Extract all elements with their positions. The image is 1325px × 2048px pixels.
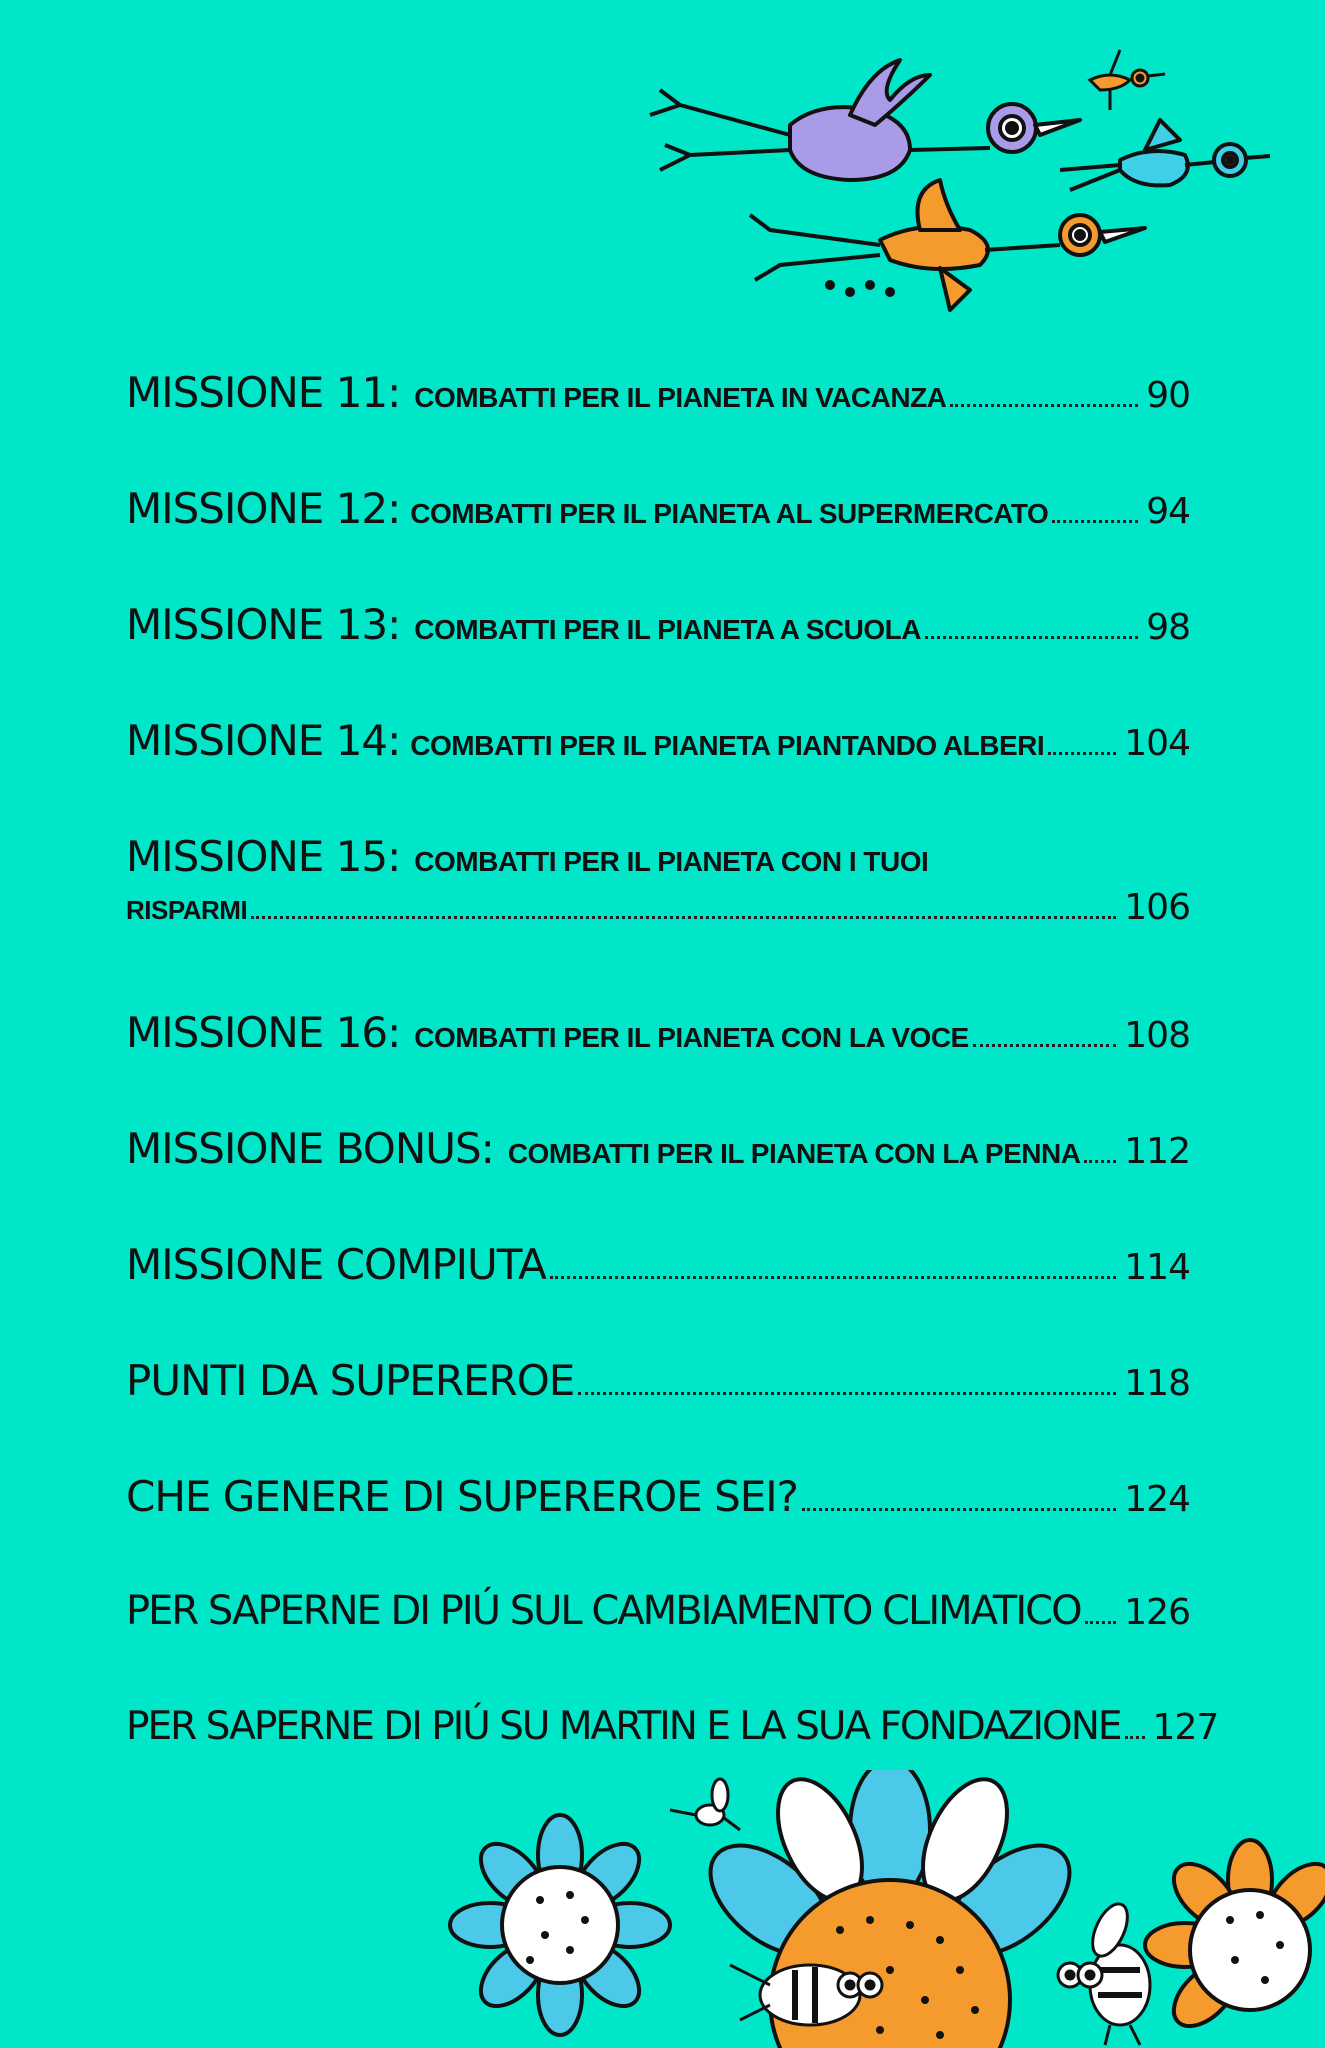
- toc-entry-che-genere[interactable]: [126, 1472, 1190, 1521]
- toc-entry-punti-da-supereroe[interactable]: [126, 1356, 1190, 1405]
- leader-dots: [802, 1508, 1116, 1511]
- toc-entry-subtitle: COMBATTI PER IL PIANETA IN VACANZA: [414, 382, 947, 413]
- toc-page-number: 98: [1146, 607, 1190, 648]
- toc-entry-missione-14[interactable]: [126, 716, 1190, 765]
- toc-entry-label: CHE GENERE DI SUPEREROE SEI?: [126, 1472, 798, 1521]
- leader-dots: [550, 1276, 1116, 1279]
- toc-page-number: 118: [1124, 1363, 1190, 1404]
- toc-entry-label: MISSIONE COMPIUTA: [126, 1240, 546, 1289]
- toc-entry-label: PUNTI DA SUPEREROE: [126, 1356, 575, 1405]
- toc-entry-label: PER SAPERNE DI PIÚ SUL CAMBIAMENTO CLIMATICO: [126, 1588, 1081, 1634]
- toc-entry-subtitle: COMBATTI PER IL PIANETA CON LA PENNA: [507, 1138, 1081, 1169]
- toc-entry-subtitle: COMBATTI PER IL PIANETA AL SUPERMERCATO: [410, 498, 1049, 529]
- leader-dots: [1125, 1736, 1145, 1739]
- leader-dots: [950, 404, 1138, 407]
- toc-entry-subtitle: COMBATTI PER IL PIANETA CON I TUOI: [414, 846, 929, 877]
- toc-page-number: 106: [1124, 887, 1190, 928]
- toc-entry-subtitle-continued: RISPARMI: [126, 895, 248, 925]
- bee-icon: [1058, 1899, 1150, 2045]
- toc-page-number: 90: [1146, 375, 1190, 416]
- toc-entry-label: PER SAPERNE DI PIÚ SU MARTIN E LA SUA FONDAZIONE: [126, 1704, 1121, 1749]
- toc-entry-cambiamento-climatico[interactable]: [126, 1588, 1190, 1634]
- small-flower-icon: [450, 1815, 670, 2035]
- toc-entry-missione-13[interactable]: [126, 600, 1190, 649]
- toc-page-number: 127: [1152, 1707, 1219, 1748]
- leader-dots: [251, 916, 1116, 919]
- toc-entry-missione-compiuta[interactable]: [126, 1240, 1190, 1289]
- cyan-bird-icon: [1060, 120, 1270, 190]
- right-flower-icon: [1145, 1840, 1325, 2037]
- purple-bird-icon: [650, 60, 1080, 180]
- toc-entry-missione-11[interactable]: [126, 368, 1190, 417]
- toc-entry-missione-15[interactable]: [126, 832, 1190, 928]
- toc-entry-label: MISSIONE 16:: [126, 1008, 401, 1057]
- toc-entry-label: MISSIONE 14:: [126, 716, 401, 765]
- leader-dots: [1048, 752, 1116, 755]
- toc-page-number: 94: [1146, 491, 1190, 532]
- toc-page-number: 104: [1124, 723, 1190, 764]
- leader-dots: [925, 636, 1138, 639]
- big-flower-icon: [691, 1770, 1090, 2048]
- toc-entry-label: MISSIONE 11:: [126, 368, 401, 417]
- leader-dots: [1085, 1621, 1117, 1624]
- leader-dots: [1084, 1160, 1116, 1163]
- toc-entry-missione-bonus[interactable]: [126, 1124, 1190, 1173]
- toc-entry-subtitle: COMBATTI PER IL PIANETA PIANTANDO ALBERI: [410, 730, 1045, 761]
- leader-dots: [973, 1044, 1117, 1047]
- mosquito-icon: [670, 1779, 740, 1830]
- toc-page-number: 108: [1124, 1015, 1190, 1056]
- leader-dots: [578, 1392, 1116, 1395]
- leader-dots: [1052, 520, 1138, 523]
- toc-page-number: 124: [1124, 1479, 1190, 1520]
- flowers-bees-illustration: [440, 1770, 1325, 2048]
- toc-entry-label: MISSIONE 12:: [126, 484, 401, 533]
- toc-entry-subtitle: COMBATTI PER IL PIANETA CON LA VOCE: [414, 1022, 969, 1053]
- toc-entry-label: MISSIONE BONUS:: [126, 1124, 494, 1173]
- toc-page-number: 114: [1124, 1247, 1190, 1288]
- small-orange-bird-icon: [1090, 50, 1165, 110]
- toc-entry-subtitle: COMBATTI PER IL PIANETA A SCUOLA: [414, 614, 921, 645]
- toc-entry-label: MISSIONE 15:: [126, 832, 401, 881]
- toc-page-number: 126: [1124, 1592, 1190, 1633]
- toc-entry-label: MISSIONE 13:: [126, 600, 401, 649]
- toc-entry-missione-12[interactable]: [126, 484, 1190, 533]
- flying-birds-illustration: [640, 30, 1280, 330]
- toc-page-number: 112: [1124, 1131, 1190, 1172]
- orange-bird-icon: [750, 180, 1145, 310]
- toc-entry-martin-fondazione[interactable]: [126, 1704, 1219, 1749]
- toc-entry-missione-16[interactable]: [126, 1008, 1190, 1057]
